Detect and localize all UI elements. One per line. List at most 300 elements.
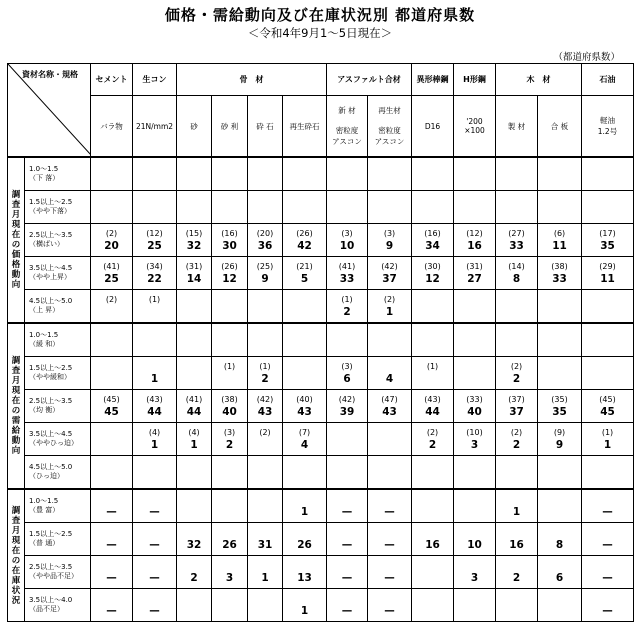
prev-value <box>454 361 495 373</box>
subheader-12: 軽油 1.2号 <box>582 96 634 158</box>
current-value <box>454 306 495 318</box>
current-value <box>538 506 581 518</box>
table-cell <box>177 357 212 390</box>
table-cell <box>582 489 634 523</box>
table-cell <box>496 157 538 191</box>
table-cell <box>212 523 248 556</box>
prev-value <box>582 361 633 373</box>
prev-value <box>538 195 581 207</box>
table-cell <box>133 290 177 324</box>
subheader-9: '200 ×100 <box>454 96 496 158</box>
current-value: — <box>106 572 117 584</box>
table-cell <box>327 556 368 589</box>
current-value: 34 <box>425 240 440 252</box>
header-cement: セメント <box>91 64 133 96</box>
table-cell <box>91 191 133 224</box>
table-cell <box>212 456 248 490</box>
prev-value <box>283 294 326 306</box>
current-value <box>212 373 247 385</box>
table-cell <box>327 157 368 191</box>
table-cell <box>133 257 177 290</box>
table-cell <box>283 489 327 523</box>
prev-value: (26) <box>296 229 313 238</box>
current-value <box>248 506 282 518</box>
table-cell <box>283 357 327 390</box>
prev-value <box>582 560 633 572</box>
current-value <box>212 605 247 617</box>
prev-value <box>177 195 211 207</box>
current-value: 31 <box>257 539 273 551</box>
table-cell <box>177 191 212 224</box>
current-value: — <box>602 572 613 584</box>
prev-value: (3) <box>341 229 353 238</box>
current-value: 16 <box>509 539 524 551</box>
prev-value <box>212 560 247 572</box>
current-value <box>133 340 176 352</box>
current-value <box>454 207 495 219</box>
table-cell <box>133 589 177 622</box>
current-value <box>496 472 537 484</box>
prev-value <box>368 361 411 373</box>
prev-value <box>248 195 282 207</box>
prev-value <box>327 328 367 340</box>
current-value: 9 <box>261 273 269 285</box>
prev-value: (2) <box>105 229 118 238</box>
prev-value <box>177 593 211 605</box>
prev-value: (45) <box>599 395 616 404</box>
table-cell <box>248 489 283 523</box>
current-value: 40 <box>222 406 237 418</box>
table-cell <box>538 323 582 357</box>
prev-value: (20) <box>256 229 274 238</box>
current-value <box>248 340 282 352</box>
prev-value: (41) <box>338 262 356 271</box>
current-value: 1 <box>300 506 309 518</box>
header-hbeam: H形鋼 <box>454 64 496 96</box>
table-cell <box>368 523 412 556</box>
table-row <box>8 523 634 556</box>
prev-value <box>327 593 367 605</box>
current-value <box>412 207 453 219</box>
table-cell <box>212 556 248 589</box>
current-value <box>327 207 367 219</box>
table-cell <box>582 456 634 490</box>
table-cell <box>177 257 212 290</box>
prev-value <box>91 361 132 373</box>
corner-header <box>8 64 91 158</box>
prev-value: (21) <box>296 262 313 271</box>
prev-value: (10) <box>466 428 483 437</box>
prev-value <box>496 294 537 306</box>
prev-value <box>248 560 282 572</box>
prev-value <box>133 560 176 572</box>
current-value: — <box>149 605 160 617</box>
table-cell <box>582 589 634 622</box>
table-cell <box>496 191 538 224</box>
prev-value <box>496 494 537 506</box>
current-value: 12 <box>222 273 237 285</box>
table-cell <box>538 290 582 324</box>
table-cell <box>538 357 582 390</box>
prev-value <box>283 460 326 472</box>
prev-value: (35) <box>551 395 568 404</box>
table-cell <box>496 323 538 357</box>
current-value <box>248 605 282 617</box>
subheader-1: 21N/mm2 <box>133 96 177 158</box>
prev-value <box>454 593 495 605</box>
prev-value <box>412 460 453 472</box>
current-value: 32 <box>186 240 202 252</box>
table-cell <box>368 357 412 390</box>
prev-value: (42) <box>256 395 274 404</box>
row-label: 4.5以上～5.0 （ひっ迫） <box>25 456 91 490</box>
current-value: 26 <box>297 539 312 551</box>
prev-value <box>412 328 453 340</box>
table-cell <box>248 357 283 390</box>
current-value: — <box>384 572 395 584</box>
current-value: 25 <box>104 273 119 285</box>
current-value <box>327 174 367 186</box>
current-value: 1 <box>512 506 521 518</box>
current-value: 45 <box>600 406 615 418</box>
current-value <box>412 340 453 352</box>
table-cell <box>412 456 454 490</box>
prev-value <box>454 494 495 506</box>
table-cell <box>496 489 538 523</box>
row-label: 1.0～1.5 （豊 富） <box>25 489 91 523</box>
row-label: 2.5以上～3.5 （均 衡） <box>25 390 91 423</box>
table-cell <box>212 357 248 390</box>
table-cell <box>538 556 582 589</box>
prev-value <box>248 593 282 605</box>
prev-value: (45) <box>103 395 120 404</box>
prev-value <box>133 494 176 506</box>
prev-value <box>133 361 176 373</box>
table-cell <box>133 489 177 523</box>
table-cell <box>91 556 133 589</box>
current-value <box>177 373 211 385</box>
current-value: 3 <box>470 439 479 451</box>
table-cell <box>582 523 634 556</box>
prev-value: (16) <box>424 229 441 238</box>
prev-value <box>91 195 132 207</box>
prev-value <box>91 427 132 439</box>
prev-value <box>212 294 247 306</box>
current-value <box>582 472 633 484</box>
row-label: 2.5以上～3.5 （やや品不足） <box>25 556 91 589</box>
current-value: 2 <box>512 373 521 385</box>
current-value: 10 <box>339 240 355 252</box>
current-value <box>283 174 326 186</box>
current-value: 4 <box>300 439 309 451</box>
row-label: 1.0～1.5 （緩 和） <box>25 323 91 357</box>
table-row <box>8 489 634 523</box>
prev-value <box>133 162 176 174</box>
table-cell <box>368 290 412 324</box>
current-value <box>412 373 453 385</box>
prev-value: (1) <box>148 295 161 304</box>
prev-value: (25) <box>256 262 274 271</box>
prev-value <box>327 560 367 572</box>
table-cell <box>582 191 634 224</box>
table-cell <box>177 323 212 357</box>
table-cell <box>91 290 133 324</box>
prev-value <box>582 494 633 506</box>
prev-value: (26) <box>221 262 238 271</box>
table-cell <box>91 357 133 390</box>
current-value: 39 <box>339 406 355 418</box>
prev-value <box>412 593 453 605</box>
table-cell <box>91 390 133 423</box>
current-value: 44 <box>147 406 162 418</box>
current-value: 11 <box>552 240 567 252</box>
prev-value: (38) <box>221 395 238 404</box>
prev-value: (3) <box>341 362 353 371</box>
prev-value <box>177 494 211 506</box>
current-value: 1 <box>300 605 309 617</box>
table-cell <box>496 390 538 423</box>
current-value <box>412 472 453 484</box>
table-cell <box>177 556 212 589</box>
current-value: 43 <box>297 406 312 418</box>
prev-value <box>133 195 176 207</box>
current-value <box>91 472 132 484</box>
current-value: 16 <box>425 539 440 551</box>
table-cell <box>412 523 454 556</box>
row-label: 4.5以上～5.0 （上 昇） <box>25 290 91 324</box>
row-label: 3.5以上～4.5 （やや上昇） <box>25 257 91 290</box>
current-value: 2 <box>428 439 437 451</box>
header-asphalt: アスファルト合材 <box>327 64 412 96</box>
table-cell <box>248 523 283 556</box>
current-value: 2 <box>225 439 234 451</box>
table-cell <box>496 423 538 456</box>
table-cell <box>212 191 248 224</box>
current-value: 1 <box>190 439 198 451</box>
current-value <box>248 174 282 186</box>
table-cell <box>412 589 454 622</box>
current-value <box>538 605 581 617</box>
current-value <box>368 207 411 219</box>
table-cell <box>327 290 368 324</box>
prev-value <box>538 593 581 605</box>
current-value: — <box>341 605 353 617</box>
section-title: 調 査 月 現 在 の 需 給 動 向 <box>8 323 25 489</box>
prev-value: (1) <box>601 428 614 437</box>
table-cell <box>412 257 454 290</box>
prev-value: (1) <box>341 295 353 304</box>
current-value: — <box>341 539 353 551</box>
prev-value <box>368 427 411 439</box>
table-cell <box>248 290 283 324</box>
row-label: 3.5以上～4.0 （品不足） <box>25 589 91 622</box>
current-value: 16 <box>467 240 482 252</box>
table-cell <box>412 489 454 523</box>
prev-value: (3) <box>383 229 396 238</box>
current-value: 35 <box>600 240 615 252</box>
current-value: 2 <box>343 306 351 318</box>
table-cell <box>283 423 327 456</box>
table-cell <box>368 224 412 257</box>
table-cell <box>212 157 248 191</box>
section-title: 調 査 月 現 在 の 在 庫 状 況 <box>8 489 25 622</box>
prev-value <box>91 527 132 539</box>
prev-value <box>368 328 411 340</box>
current-value <box>91 340 132 352</box>
prev-value <box>368 162 411 174</box>
table-cell <box>454 323 496 357</box>
current-value <box>538 472 581 484</box>
subheader-11: 合 板 <box>538 96 582 158</box>
current-value: — <box>384 605 395 617</box>
row-label: 3.5以上～4.5 （ややひっ迫） <box>25 423 91 456</box>
prev-value: (4) <box>188 428 200 437</box>
table-cell <box>496 456 538 490</box>
prev-value <box>177 527 211 539</box>
current-value: 43 <box>257 406 273 418</box>
table-cell <box>283 456 327 490</box>
current-value: — <box>106 605 117 617</box>
current-value: 9 <box>555 439 564 451</box>
prev-value: (2) <box>259 428 271 437</box>
current-value: 35 <box>552 406 567 418</box>
table-cell <box>582 257 634 290</box>
unit-label: （都道府県数） <box>553 52 620 63</box>
current-value: 14 <box>186 273 202 285</box>
prev-value <box>496 328 537 340</box>
prev-value: (1) <box>223 362 236 371</box>
current-value: 22 <box>147 273 162 285</box>
current-value <box>212 506 247 518</box>
prev-value <box>283 328 326 340</box>
current-value: 44 <box>186 406 202 418</box>
row-label: 1.0～1.5 （下 落） <box>25 157 91 191</box>
current-value <box>91 174 132 186</box>
current-value <box>582 207 633 219</box>
prev-value <box>327 494 367 506</box>
table-cell <box>582 556 634 589</box>
table-cell <box>538 456 582 490</box>
current-value <box>412 572 453 584</box>
table-cell <box>368 157 412 191</box>
table-row <box>8 290 634 324</box>
prev-value <box>496 560 537 572</box>
table-cell <box>91 456 133 490</box>
current-value: 5 <box>300 273 309 285</box>
table-cell <box>283 390 327 423</box>
prev-value <box>454 460 495 472</box>
prev-value <box>133 460 176 472</box>
table-cell <box>538 589 582 622</box>
current-value: 12 <box>425 273 440 285</box>
table-cell <box>283 290 327 324</box>
prev-value: (40) <box>296 395 313 404</box>
table-cell <box>283 323 327 357</box>
current-value: — <box>341 572 353 584</box>
data-table <box>7 63 634 622</box>
prev-value <box>212 527 247 539</box>
prev-value <box>412 494 453 506</box>
table-cell <box>496 556 538 589</box>
table-cell <box>283 589 327 622</box>
prev-value <box>248 460 282 472</box>
prev-value: (2) <box>426 428 439 437</box>
current-value <box>248 207 282 219</box>
current-value <box>248 306 282 318</box>
table-cell <box>133 357 177 390</box>
current-value: 2 <box>512 572 521 584</box>
current-value: 1 <box>261 572 269 584</box>
current-value: 2 <box>261 373 269 385</box>
current-value <box>91 373 132 385</box>
prev-value: (1) <box>259 362 271 371</box>
prev-value: (7) <box>298 428 311 437</box>
table-cell <box>91 257 133 290</box>
prev-value: (6) <box>553 229 566 238</box>
table-cell <box>212 489 248 523</box>
prev-value <box>327 527 367 539</box>
prev-value <box>368 560 411 572</box>
current-value <box>582 306 633 318</box>
table-cell <box>133 323 177 357</box>
current-value: 8 <box>512 273 521 285</box>
table-cell <box>248 191 283 224</box>
current-value <box>538 306 581 318</box>
prev-value <box>368 593 411 605</box>
prev-value <box>538 328 581 340</box>
table-cell <box>454 489 496 523</box>
prev-value <box>283 195 326 207</box>
current-value <box>177 306 211 318</box>
table-cell <box>177 489 212 523</box>
table-row <box>8 556 634 589</box>
prev-value <box>454 527 495 539</box>
current-value <box>133 207 176 219</box>
current-value <box>283 207 326 219</box>
prev-value <box>496 195 537 207</box>
row-label: 1.5以上～2.5 （やや下落） <box>25 191 91 224</box>
current-value <box>248 472 282 484</box>
table-cell <box>412 390 454 423</box>
table-cell <box>248 589 283 622</box>
prev-value <box>496 460 537 472</box>
prev-value <box>212 494 247 506</box>
subheader-6: 新 材 密粒度 アスコン <box>327 96 368 158</box>
section-title: 調 査 月 現 在 の 価 格 動 向 <box>8 157 25 323</box>
prev-value: (41) <box>103 262 120 271</box>
prev-value <box>582 195 633 207</box>
table-cell <box>454 423 496 456</box>
current-value <box>212 340 247 352</box>
prev-value <box>496 593 537 605</box>
table-cell <box>454 191 496 224</box>
table-row <box>8 423 634 456</box>
prev-value: (47) <box>381 395 398 404</box>
prev-value <box>538 460 581 472</box>
prev-value <box>91 593 132 605</box>
header-rebar: 異形棒鋼 <box>412 64 454 96</box>
prev-value <box>283 162 326 174</box>
prev-value <box>454 560 495 572</box>
prev-value: (42) <box>381 262 398 271</box>
table-row <box>8 589 634 622</box>
table-cell <box>91 157 133 191</box>
prev-value <box>538 560 581 572</box>
table-cell <box>454 390 496 423</box>
current-value <box>368 439 411 451</box>
current-value <box>454 340 495 352</box>
table-cell <box>177 589 212 622</box>
